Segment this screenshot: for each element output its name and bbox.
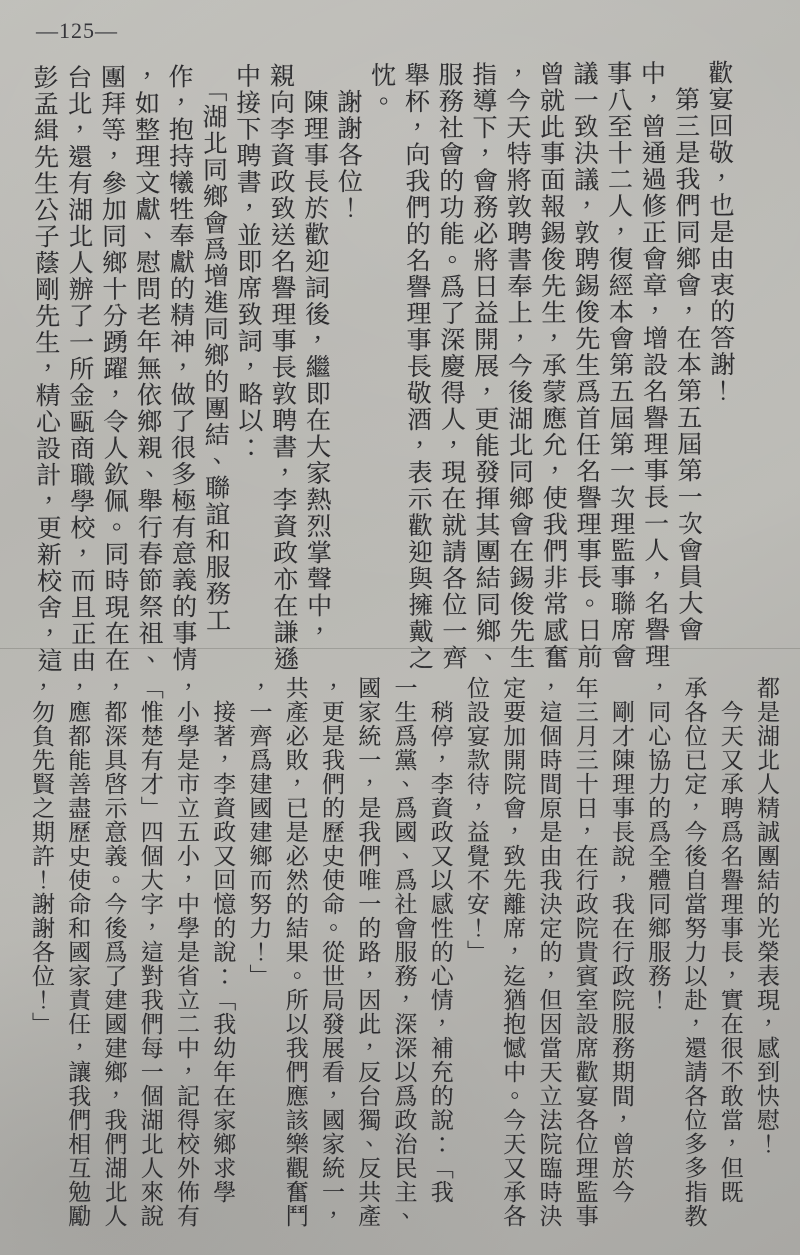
text-column: 指導下，會務必將日益開展，更能發揮其團結同鄉、 xyxy=(468,61,500,671)
text-column: 「惟楚有才」四個大字，這對我們每一個湖北人來說 xyxy=(137,676,163,1228)
text-column: 接著，李資政又回憶的說：「我幼年在家鄉求學 xyxy=(210,676,236,1204)
text-column: 作，抱持犧牲奉獻的精神，做了很多極有意義的事情 xyxy=(164,63,197,674)
text-column: 舉杯，向我們的名譽理事長敬酒，表示歡迎與擁戴之 xyxy=(401,61,433,672)
text-column: 台北，還有湖北人辦了一所金甌商職學校，而且正由 xyxy=(63,64,95,674)
text-column: ，應都能善盡歷史使命和國家責任，讓我們相互勉勵 xyxy=(65,676,91,1228)
text-column: ，都深具啓示意義。今後爲了建國建鄉，我們湖北人 xyxy=(101,676,127,1228)
text-column: 歡宴回敬，也是由衷的答謝！ xyxy=(704,59,735,405)
text-column: ，勿負先賢之期許！謝謝各位！」 xyxy=(29,676,54,1036)
text-column: 中接下聘書，並即席致詞，略以： xyxy=(232,62,263,461)
text-column: 「湖北同鄉會爲增進同鄉的團結、聯誼和服務工 xyxy=(198,63,230,634)
text-column: 中，曾通過修正會章，增設名譽理事長一人，名譽理 xyxy=(637,60,669,670)
text-column: 稍停，李資政又以感性的心情，補充的說：「我 xyxy=(427,676,453,1204)
text-column: 年三月三十日，在行政院貴賓室設席歡宴各位理監事 xyxy=(572,676,598,1228)
text-column: ，小學是市立五小，中學是省立二中，記得校外佈有 xyxy=(174,676,199,1228)
lower-text-block xyxy=(30,676,778,1232)
text-column: ，這個時間原是由我決定的，但因當天立法院臨時決 xyxy=(536,676,562,1228)
page-number: —125— xyxy=(36,18,118,43)
text-column: 陳理事長於歡迎詞後，繼即在大家熱烈掌聲中， xyxy=(299,62,331,646)
text-column: 共產必敗，已是必然的結果。所以我們應該樂觀奮鬥 xyxy=(282,676,308,1228)
text-column: 親向李資政致送名譽理事長敦聘書，李資政亦在謙遜 xyxy=(266,62,298,673)
text-column: 今天又承聘爲名譽理事長，實在很不敢當，但既 xyxy=(717,676,743,1204)
text-column: 位設宴款待，益覺不安！」 xyxy=(464,676,489,964)
text-column: 彭孟緝先生公子蔭剛先生，精心設計，更新校舍，這 xyxy=(29,64,62,674)
text-column: 定要加開院會，致先離席，迄猶抱憾中。今天又承各 xyxy=(500,676,526,1228)
text-column: 承各位已定，今後自當努力以赴，還請各位多多指教 xyxy=(681,676,707,1228)
text-column: ，一齊爲建國建鄉而努力！」 xyxy=(246,676,272,988)
text-column: 第三是我們同鄉會，在本第五屆第一次會員大會 xyxy=(671,59,703,643)
text-column: ，如整理文獻、慰問老年無依鄉親、舉行春節祭祖、 xyxy=(131,63,163,674)
text-column: 謝謝各位！ xyxy=(333,62,362,222)
text-column: 國家統一，是我們唯一的路，因此，反台獨、反共產 xyxy=(355,676,381,1228)
text-column: 服務社會的功能。爲了深慶得人，現在就請各位一齊 xyxy=(434,61,467,672)
text-column: 忱。 xyxy=(367,61,395,116)
scan-artifact-line xyxy=(0,648,800,649)
text-column: ，更是我們的歷史使命。從世局發展看，國家統一， xyxy=(319,676,344,1228)
text-column: 事八至十二人，復經本會第五屆第一次理監事聯席會 xyxy=(603,60,635,670)
text-column: 剛才陳理事長說，我在行政院服務期間，曾於今 xyxy=(609,676,634,1204)
text-column: 一生爲黨、爲國、爲社會服務，深深以爲政治民主、 xyxy=(391,676,417,1228)
text-column: ，同心協力的爲全體同鄉服務！ xyxy=(645,676,671,1012)
text-column: 議一致決議，敦聘錫俊先生爲首任名譽理事長。日前 xyxy=(569,60,602,671)
text-column: 曾就此事面報錫俊先生，承蒙應允，使我們非常感奮 xyxy=(536,60,568,671)
text-column: ，今天特將敦聘書奉上，今後湖北同鄉會在錫俊先生 xyxy=(502,60,534,671)
text-column: 都是湖北人精誠團結的光榮表現，感到快慰！ xyxy=(754,676,779,1156)
upper-text-block xyxy=(29,59,735,674)
text-column: 團拜等，參加同鄉十分踴躍，令人欽佩。同時現在在 xyxy=(97,63,129,674)
